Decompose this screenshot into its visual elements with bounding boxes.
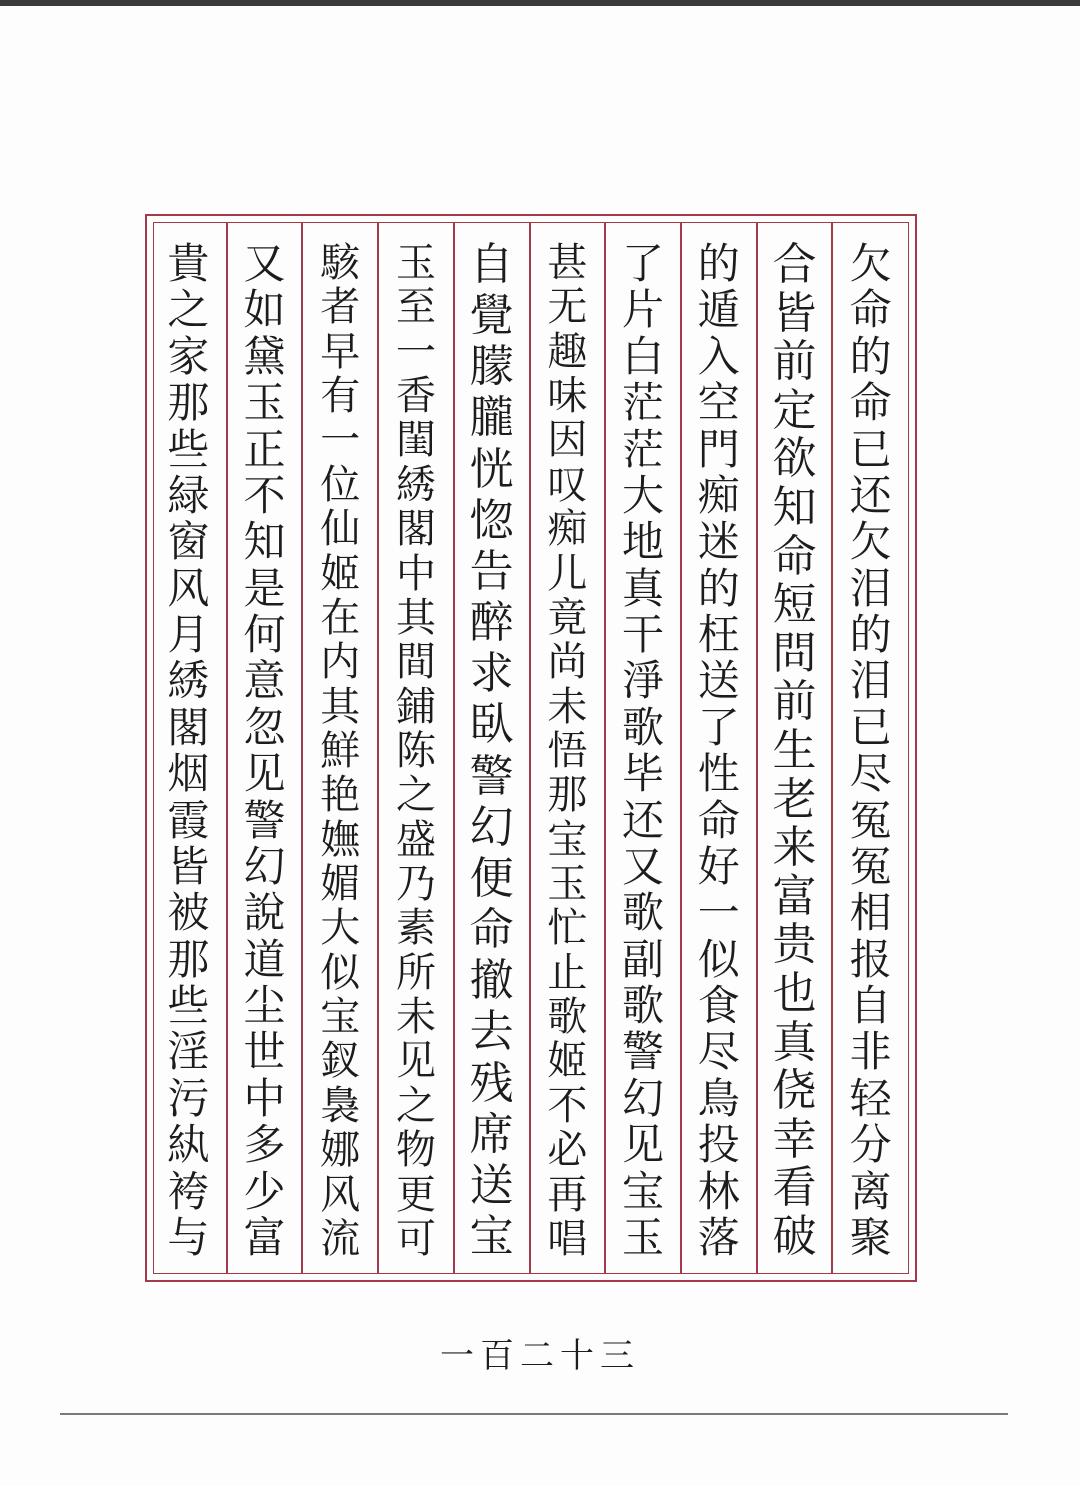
column-char: 毕 [622, 749, 665, 799]
manuscript-frame [145, 214, 917, 1282]
column-char: 綉 [395, 461, 436, 508]
column-char: 命 [772, 530, 817, 582]
column-char: 黛 [243, 331, 286, 381]
column-char: 者 [320, 284, 361, 331]
column-char: 合 [772, 239, 817, 290]
column-char: 歌 [622, 702, 665, 752]
column-char: 忙 [547, 905, 588, 952]
column-char: 看 [772, 1162, 817, 1214]
column-char: 陈 [395, 727, 436, 774]
column-char: 道 [243, 934, 286, 984]
column-char: 内 [320, 639, 361, 686]
column-char: 至 [395, 284, 436, 331]
column-char: 流 [320, 1215, 361, 1262]
column-char: 多 [243, 1120, 286, 1170]
column-char: 趣 [547, 328, 588, 375]
column-char: 茫 [622, 424, 665, 474]
column-char: 玉 [547, 861, 588, 908]
column-char: 还 [622, 795, 665, 845]
column-char: 轻 [849, 1073, 892, 1123]
column-char: 命 [849, 378, 892, 428]
column-char: 副 [622, 934, 665, 984]
column-char: 宝 [469, 1210, 514, 1262]
column-char: 定 [772, 384, 817, 436]
column-char: 少 [243, 1166, 286, 1216]
column-char: 来 [772, 822, 817, 874]
column-char: 早 [320, 328, 361, 375]
column-char: 尽 [697, 1027, 740, 1077]
column-char: 命 [697, 795, 740, 845]
column-char: 那 [167, 934, 210, 984]
column-char: 說 [243, 888, 286, 938]
column-char: 是 [243, 563, 286, 613]
column-char: 也 [772, 967, 817, 1019]
column-char: 鮮 [320, 727, 361, 774]
column-char: 生 [772, 724, 817, 776]
text-column [454, 223, 530, 1273]
column-char: 见 [395, 1038, 436, 1085]
column-char: 宝 [622, 1166, 665, 1216]
column-char: 中 [395, 550, 436, 597]
column-char: 尽 [849, 749, 892, 799]
column-char: 富 [243, 1212, 286, 1262]
column-char: 玉 [243, 378, 286, 428]
column-char: 富 [772, 870, 817, 922]
column-char: 紈 [167, 1120, 210, 1170]
column-char: 因 [547, 417, 588, 464]
column-char: 月 [167, 610, 210, 659]
column-char: 意 [243, 656, 286, 706]
column-char: 幻 [622, 1073, 665, 1123]
column-char: 竟 [547, 594, 588, 641]
column-char: 皆 [167, 841, 210, 891]
column-char: 地 [622, 517, 665, 567]
column-char: 止 [547, 949, 588, 996]
column-char: 物 [395, 1127, 436, 1174]
column-char: 尘 [243, 981, 286, 1030]
column-char: 警 [243, 795, 286, 845]
column-char: 片 [622, 285, 665, 335]
column-char: 媚 [320, 861, 361, 908]
column-char: 一 [395, 328, 436, 375]
column-char: 短 [772, 579, 817, 631]
column-char: 警 [469, 750, 514, 802]
column-char: 幸 [772, 1113, 817, 1165]
text-column [151, 223, 227, 1273]
column-char: 不 [243, 470, 286, 520]
column-char: 閨 [395, 417, 436, 464]
text-column [227, 223, 303, 1273]
column-char: 問 [772, 627, 817, 679]
column-char: 大 [622, 470, 665, 520]
column-char: 未 [395, 994, 436, 1041]
column-char: 忽 [243, 702, 286, 752]
column-char: 叹 [547, 461, 588, 508]
column-char: 报 [849, 934, 892, 984]
column-char: 綉 [167, 656, 210, 706]
column-char: 正 [243, 424, 286, 474]
column-char: 必 [547, 1127, 588, 1174]
column-char: 离 [849, 1166, 892, 1216]
column-char: 皆 [772, 287, 817, 339]
column-char: 香 [395, 373, 436, 420]
column-char: 宝 [547, 816, 588, 863]
column-char: 釵 [320, 1038, 361, 1085]
column-char: 其 [395, 594, 436, 641]
column-char: 去 [469, 1006, 514, 1058]
column-char: 如 [243, 285, 286, 335]
column-char: 痴 [697, 470, 740, 520]
column-char: 姬 [320, 550, 361, 597]
scan-top-edge [0, 0, 1080, 6]
column-char: 烟 [167, 749, 210, 799]
column-char: 告 [469, 545, 514, 597]
text-column [832, 223, 908, 1273]
column-char: 之 [395, 1082, 436, 1129]
column-char: 遁 [697, 285, 740, 335]
column-char: 一 [320, 417, 361, 464]
column-char: 世 [243, 1027, 286, 1077]
column-char: 送 [469, 1159, 514, 1211]
column-char: 老 [772, 773, 817, 825]
text-column [681, 223, 757, 1273]
column-char: 何 [243, 610, 286, 659]
column-char: 与 [167, 1212, 210, 1262]
column-char: 林 [697, 1166, 740, 1216]
column-char: 食 [697, 981, 740, 1030]
column-char: 門 [697, 424, 740, 474]
column-char: 知 [772, 481, 817, 533]
column-char: 撤 [469, 955, 514, 1007]
column-char: 欲 [772, 433, 817, 485]
column-char: 命 [849, 285, 892, 335]
column-char: 似 [320, 949, 361, 996]
column-char: 其 [320, 683, 361, 730]
column-char: 自 [849, 981, 892, 1030]
column-char: 袴 [167, 1166, 210, 1216]
column-char: 泪 [849, 656, 892, 706]
column-char: 儿 [547, 550, 588, 597]
column-char: 真 [622, 563, 665, 613]
column-char: 分 [849, 1120, 892, 1170]
column-char: 见 [243, 749, 286, 799]
column-char: 痴 [547, 506, 588, 553]
column-char: 便 [469, 852, 514, 904]
column-char: 知 [243, 517, 286, 567]
column-char: 玉 [622, 1212, 665, 1262]
column-char: 已 [849, 424, 892, 474]
column-char: 那 [547, 772, 588, 819]
column-char: 白 [622, 331, 665, 381]
column-char: 警 [622, 1027, 665, 1077]
column-char: 残 [469, 1057, 514, 1109]
column-char: 娜 [320, 1127, 361, 1174]
column-char: 些 [167, 981, 210, 1030]
column-char: 更 [395, 1171, 436, 1218]
column-char: 冤 [849, 841, 892, 891]
column-char: 幻 [243, 841, 286, 891]
column-char: 相 [849, 888, 892, 938]
column-char: 貴 [167, 239, 210, 288]
column-char: 聚 [849, 1212, 892, 1262]
column-char: 霞 [167, 795, 210, 845]
column-char: 那 [167, 378, 210, 428]
column-char: 破 [772, 1210, 817, 1262]
column-char: 位 [320, 461, 361, 508]
column-char: 姬 [547, 1038, 588, 1085]
column-char: 无 [547, 284, 588, 331]
text-column [757, 223, 833, 1273]
manuscript-grid [153, 222, 909, 1274]
column-char: 非 [849, 1027, 892, 1077]
column-char: 間 [395, 639, 436, 686]
column-char: 污 [167, 1073, 210, 1123]
column-char: 閣 [167, 702, 210, 752]
column-char: 嫵 [320, 816, 361, 863]
column-char: 又 [243, 239, 286, 288]
column-char: 之 [395, 772, 436, 819]
column-char: 求 [469, 648, 514, 700]
column-char: 淨 [622, 656, 665, 706]
column-char: 緑 [167, 470, 210, 520]
column-char: 一 [697, 888, 740, 938]
column-char: 中 [243, 1073, 286, 1123]
column-char: 唱 [547, 1215, 588, 1262]
column-char: 空 [697, 378, 740, 428]
column-char: 被 [167, 888, 210, 938]
column-char: 投 [697, 1120, 740, 1170]
column-char: 的 [697, 239, 740, 288]
column-char: 风 [320, 1171, 361, 1218]
column-char: 风 [167, 563, 210, 613]
column-char: 仙 [320, 506, 361, 553]
column-char: 的 [697, 563, 740, 613]
column-char: 恍 [469, 443, 514, 495]
column-char: 了 [697, 702, 740, 752]
text-column [605, 223, 681, 1273]
column-char: 尚 [547, 639, 588, 686]
column-char: 前 [772, 336, 817, 388]
column-char: 鋪 [395, 683, 436, 730]
column-char: 大 [320, 905, 361, 952]
text-column [302, 223, 378, 1273]
column-char: 前 [772, 676, 817, 728]
column-char: 窗 [167, 517, 210, 567]
column-char: 味 [547, 373, 588, 420]
column-char: 不 [547, 1082, 588, 1129]
column-char: 有 [320, 373, 361, 420]
column-char: 了 [622, 239, 665, 288]
column-char: 好 [697, 841, 740, 891]
column-char: 些 [167, 424, 210, 474]
column-char: 朦 [469, 341, 514, 393]
column-char: 落 [697, 1212, 740, 1262]
column-char: 裊 [320, 1082, 361, 1129]
page-number: 一百二十三 [440, 1336, 640, 1376]
column-char: 真 [772, 1016, 817, 1068]
column-char: 宝 [320, 994, 361, 1041]
column-char: 干 [622, 610, 665, 659]
column-char: 侥 [772, 1065, 817, 1117]
text-column [530, 223, 606, 1273]
column-char: 玉 [395, 240, 436, 286]
column-char: 家 [167, 331, 210, 381]
text-column [378, 223, 454, 1273]
column-char: 淫 [167, 1027, 210, 1077]
column-char: 乃 [395, 861, 436, 908]
column-char: 惚 [469, 494, 514, 546]
column-char: 閣 [395, 506, 436, 553]
column-char: 可 [395, 1215, 436, 1262]
column-char: 臥 [469, 699, 514, 751]
column-char: 朧 [469, 392, 514, 444]
column-char: 性 [697, 749, 740, 799]
column-char: 悟 [547, 727, 588, 774]
column-char: 甚 [547, 240, 588, 286]
column-char: 駭 [320, 240, 361, 286]
column-char: 见 [622, 1120, 665, 1170]
column-char: 鳥 [697, 1073, 740, 1123]
column-char: 在 [320, 594, 361, 641]
column-char: 覺 [469, 290, 514, 342]
column-char: 自 [469, 239, 514, 290]
column-char: 所 [395, 949, 436, 996]
column-char: 席 [469, 1108, 514, 1160]
bottom-rule [60, 1413, 1008, 1415]
column-char: 入 [697, 331, 740, 381]
column-char: 似 [697, 934, 740, 984]
column-char: 之 [167, 285, 210, 335]
column-char: 茫 [622, 378, 665, 428]
column-char: 的 [849, 331, 892, 381]
column-char: 歌 [547, 994, 588, 1041]
column-char: 泪 [849, 563, 892, 613]
column-char: 的 [849, 610, 892, 659]
column-char: 盛 [395, 816, 436, 863]
column-char: 欠 [849, 239, 892, 288]
column-char: 命 [469, 904, 514, 956]
column-char: 冤 [849, 795, 892, 845]
column-char: 艳 [320, 772, 361, 819]
column-char: 送 [697, 656, 740, 706]
column-char: 还 [849, 470, 892, 520]
column-char: 歌 [622, 981, 665, 1030]
column-char: 枉 [697, 610, 740, 659]
column-char: 已 [849, 702, 892, 752]
column-char: 又 [622, 841, 665, 891]
column-char: 未 [547, 683, 588, 730]
column-char: 贵 [772, 919, 817, 971]
column-char: 幻 [469, 801, 514, 853]
column-char: 歌 [622, 888, 665, 938]
column-char: 迷 [697, 517, 740, 567]
column-char: 醉 [469, 597, 514, 649]
column-char: 素 [395, 905, 436, 952]
column-char: 再 [547, 1171, 588, 1218]
column-char: 欠 [849, 517, 892, 567]
